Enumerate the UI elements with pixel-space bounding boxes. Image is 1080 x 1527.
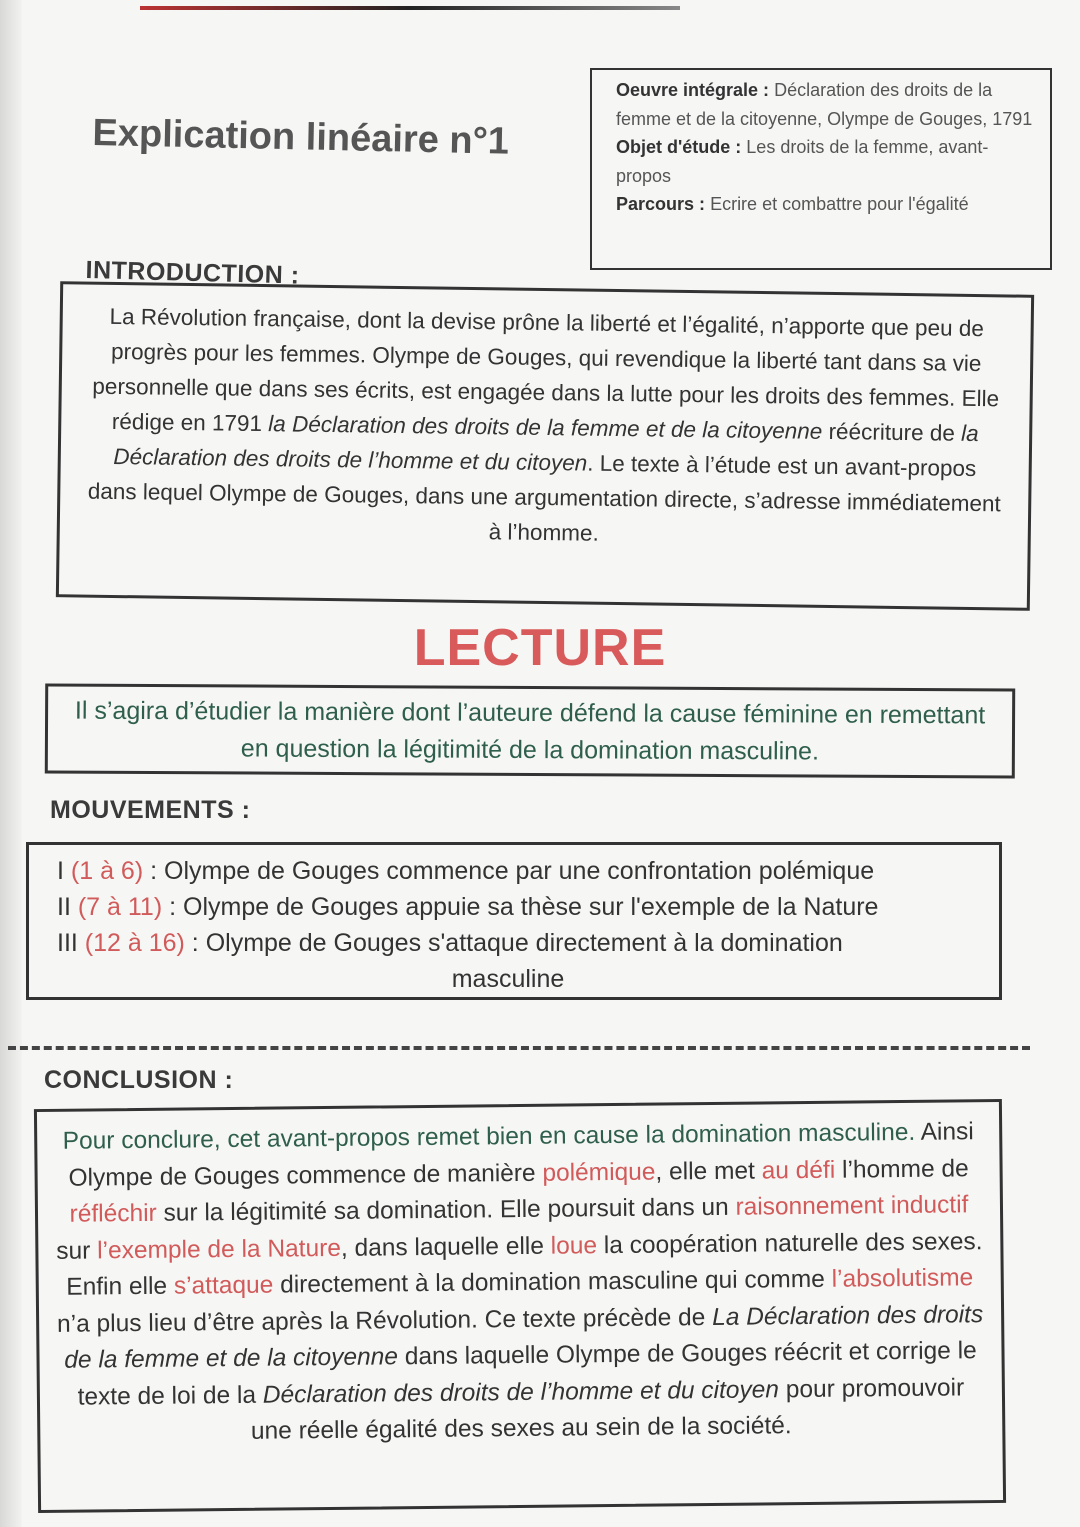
conclusion-text: directement à la domination masculine qui comme xyxy=(273,1265,832,1299)
mouvements-heading: MOUVEMENTS : xyxy=(50,796,251,824)
conclusion-title-1: La Déclaration des droits de la femme et de la citoyenne xyxy=(64,1300,984,1374)
mouvement-item xyxy=(57,925,989,997)
keyword-reflechir: réfléchir xyxy=(69,1199,157,1228)
conclusion-text: Ainsi Olympe de Gouges commence de manière xyxy=(68,1118,974,1192)
conclusion-text: , elle met xyxy=(655,1156,762,1186)
objet-value: Les droits de la femme, avant-propos xyxy=(616,137,989,186)
mouvement-item xyxy=(57,853,989,889)
lecture-heading: LECTURE xyxy=(413,619,667,677)
introduction-box xyxy=(56,281,1034,611)
keyword-absolutisme: l’absolutisme xyxy=(831,1264,974,1293)
conclusion-text: l’homme de xyxy=(835,1154,969,1184)
objet-label: Objet d'étude : xyxy=(616,137,742,157)
mouvement-num: I xyxy=(57,857,64,885)
conclusion-text: n’a plus lieu d’être après la Révolution. Ce texte précède de xyxy=(56,1303,713,1338)
keyword-raisonnement: raisonnement inductif xyxy=(735,1191,969,1221)
mouvement-lines: (12 à 16) xyxy=(84,929,185,957)
mouvement-lines: (7 à 11) xyxy=(77,893,163,921)
conclusion-text: sur xyxy=(56,1236,98,1265)
keyword-exemple: l’exemple de la Nature xyxy=(97,1234,342,1264)
introduction-heading: INTRODUCTION : xyxy=(85,256,300,290)
section-divider xyxy=(8,1046,1030,1050)
mouvement-text: : Olympe de Gouges commence par une confrontation polémique xyxy=(143,857,875,885)
conclusion-heading: CONCLUSION : xyxy=(44,1066,234,1094)
conclusion-sentence-1: Pour conclure, cet avant-propos remet bien en cause la domination masculine. xyxy=(62,1118,916,1155)
problematique-text: Il s’agira d’étudier la manière dont l’auteure défend la cause féminine en remettant en question la légitimité de la domination masculine. xyxy=(74,696,986,766)
conclusion-text: sur la légitimité sa domination. Elle poursuit dans un xyxy=(156,1193,736,1227)
mouvement-text: : Olympe de Gouges s'attaque directement à la domination xyxy=(184,929,843,957)
intro-text-2: réécriture de xyxy=(822,418,962,446)
keyword-au-defi: au défi xyxy=(761,1156,836,1184)
intro-title-1: la Déclaration des droits de la femme et de la citoyenne xyxy=(268,411,823,444)
conclusion-text: pour promouvoir une réelle égalité des sexes au sein de la société. xyxy=(250,1373,965,1445)
intro-text-3: . Le texte à l’étude est un avant-propos dans lequel Olympe de Gouges, dans une argumentation directe, s’adresse immédiatement à l’homme. xyxy=(87,450,1001,546)
page-edge xyxy=(0,0,22,1527)
problematique-box xyxy=(45,683,1015,778)
mouvement-num: III xyxy=(57,929,78,957)
parcours-value: Ecrire et combattre pour l'égalité xyxy=(710,194,969,214)
oeuvre-value: Déclaration des droits de la femme et de la citoyenne, Olympe de Gouges, 1791 xyxy=(616,80,1033,129)
mouvement-lines: (1 à 6) xyxy=(70,857,144,885)
conclusion-text: , dans laquelle elle xyxy=(340,1232,551,1262)
page-title: Explication linéaire n°1 xyxy=(92,112,510,163)
keyword-loue: loue xyxy=(550,1231,598,1260)
keyword-polemique: polémique xyxy=(542,1158,656,1187)
conclusion-text: dans laquelle Olympe de Gouges réécrit et corrige le texte de loi de la xyxy=(77,1337,977,1411)
intro-text-1: La Révolution française, dont la devise prône la liberté et l’égalité, n’apporte que peu de progrès pour les femmes. Olympe de Gouges, qui revendique la liberté tant dans sa vie personnelle que dans ses écrits, est engagée dans la lutte pour les droits des femmes. Elle rédige en 1791 xyxy=(92,303,1000,437)
intro-title-2: la Déclaration des droits de l’homme et du citoyen xyxy=(113,420,979,476)
conclusion-title-2: Déclaration des droits de l’homme et du citoyen xyxy=(262,1375,780,1409)
mouvement-num: II xyxy=(57,893,71,921)
mouvement-text-continued: masculine xyxy=(451,965,565,993)
oeuvre-label: Oeuvre intégrale : xyxy=(616,80,770,100)
mouvements-box xyxy=(26,842,1002,1000)
top-decoration xyxy=(140,6,680,10)
mouvement-text: : Olympe de Gouges appuie sa thèse sur l'exemple de la Nature xyxy=(162,893,879,921)
mouvement-item xyxy=(57,889,989,925)
conclusion-text: la coopération naturelle des sexes. Enfin elle xyxy=(66,1227,983,1301)
parcours-label: Parcours : xyxy=(616,194,706,214)
keyword-attaque: s’attaque xyxy=(173,1271,274,1300)
conclusion-box xyxy=(34,1099,1006,1513)
work-info-box xyxy=(590,68,1052,270)
